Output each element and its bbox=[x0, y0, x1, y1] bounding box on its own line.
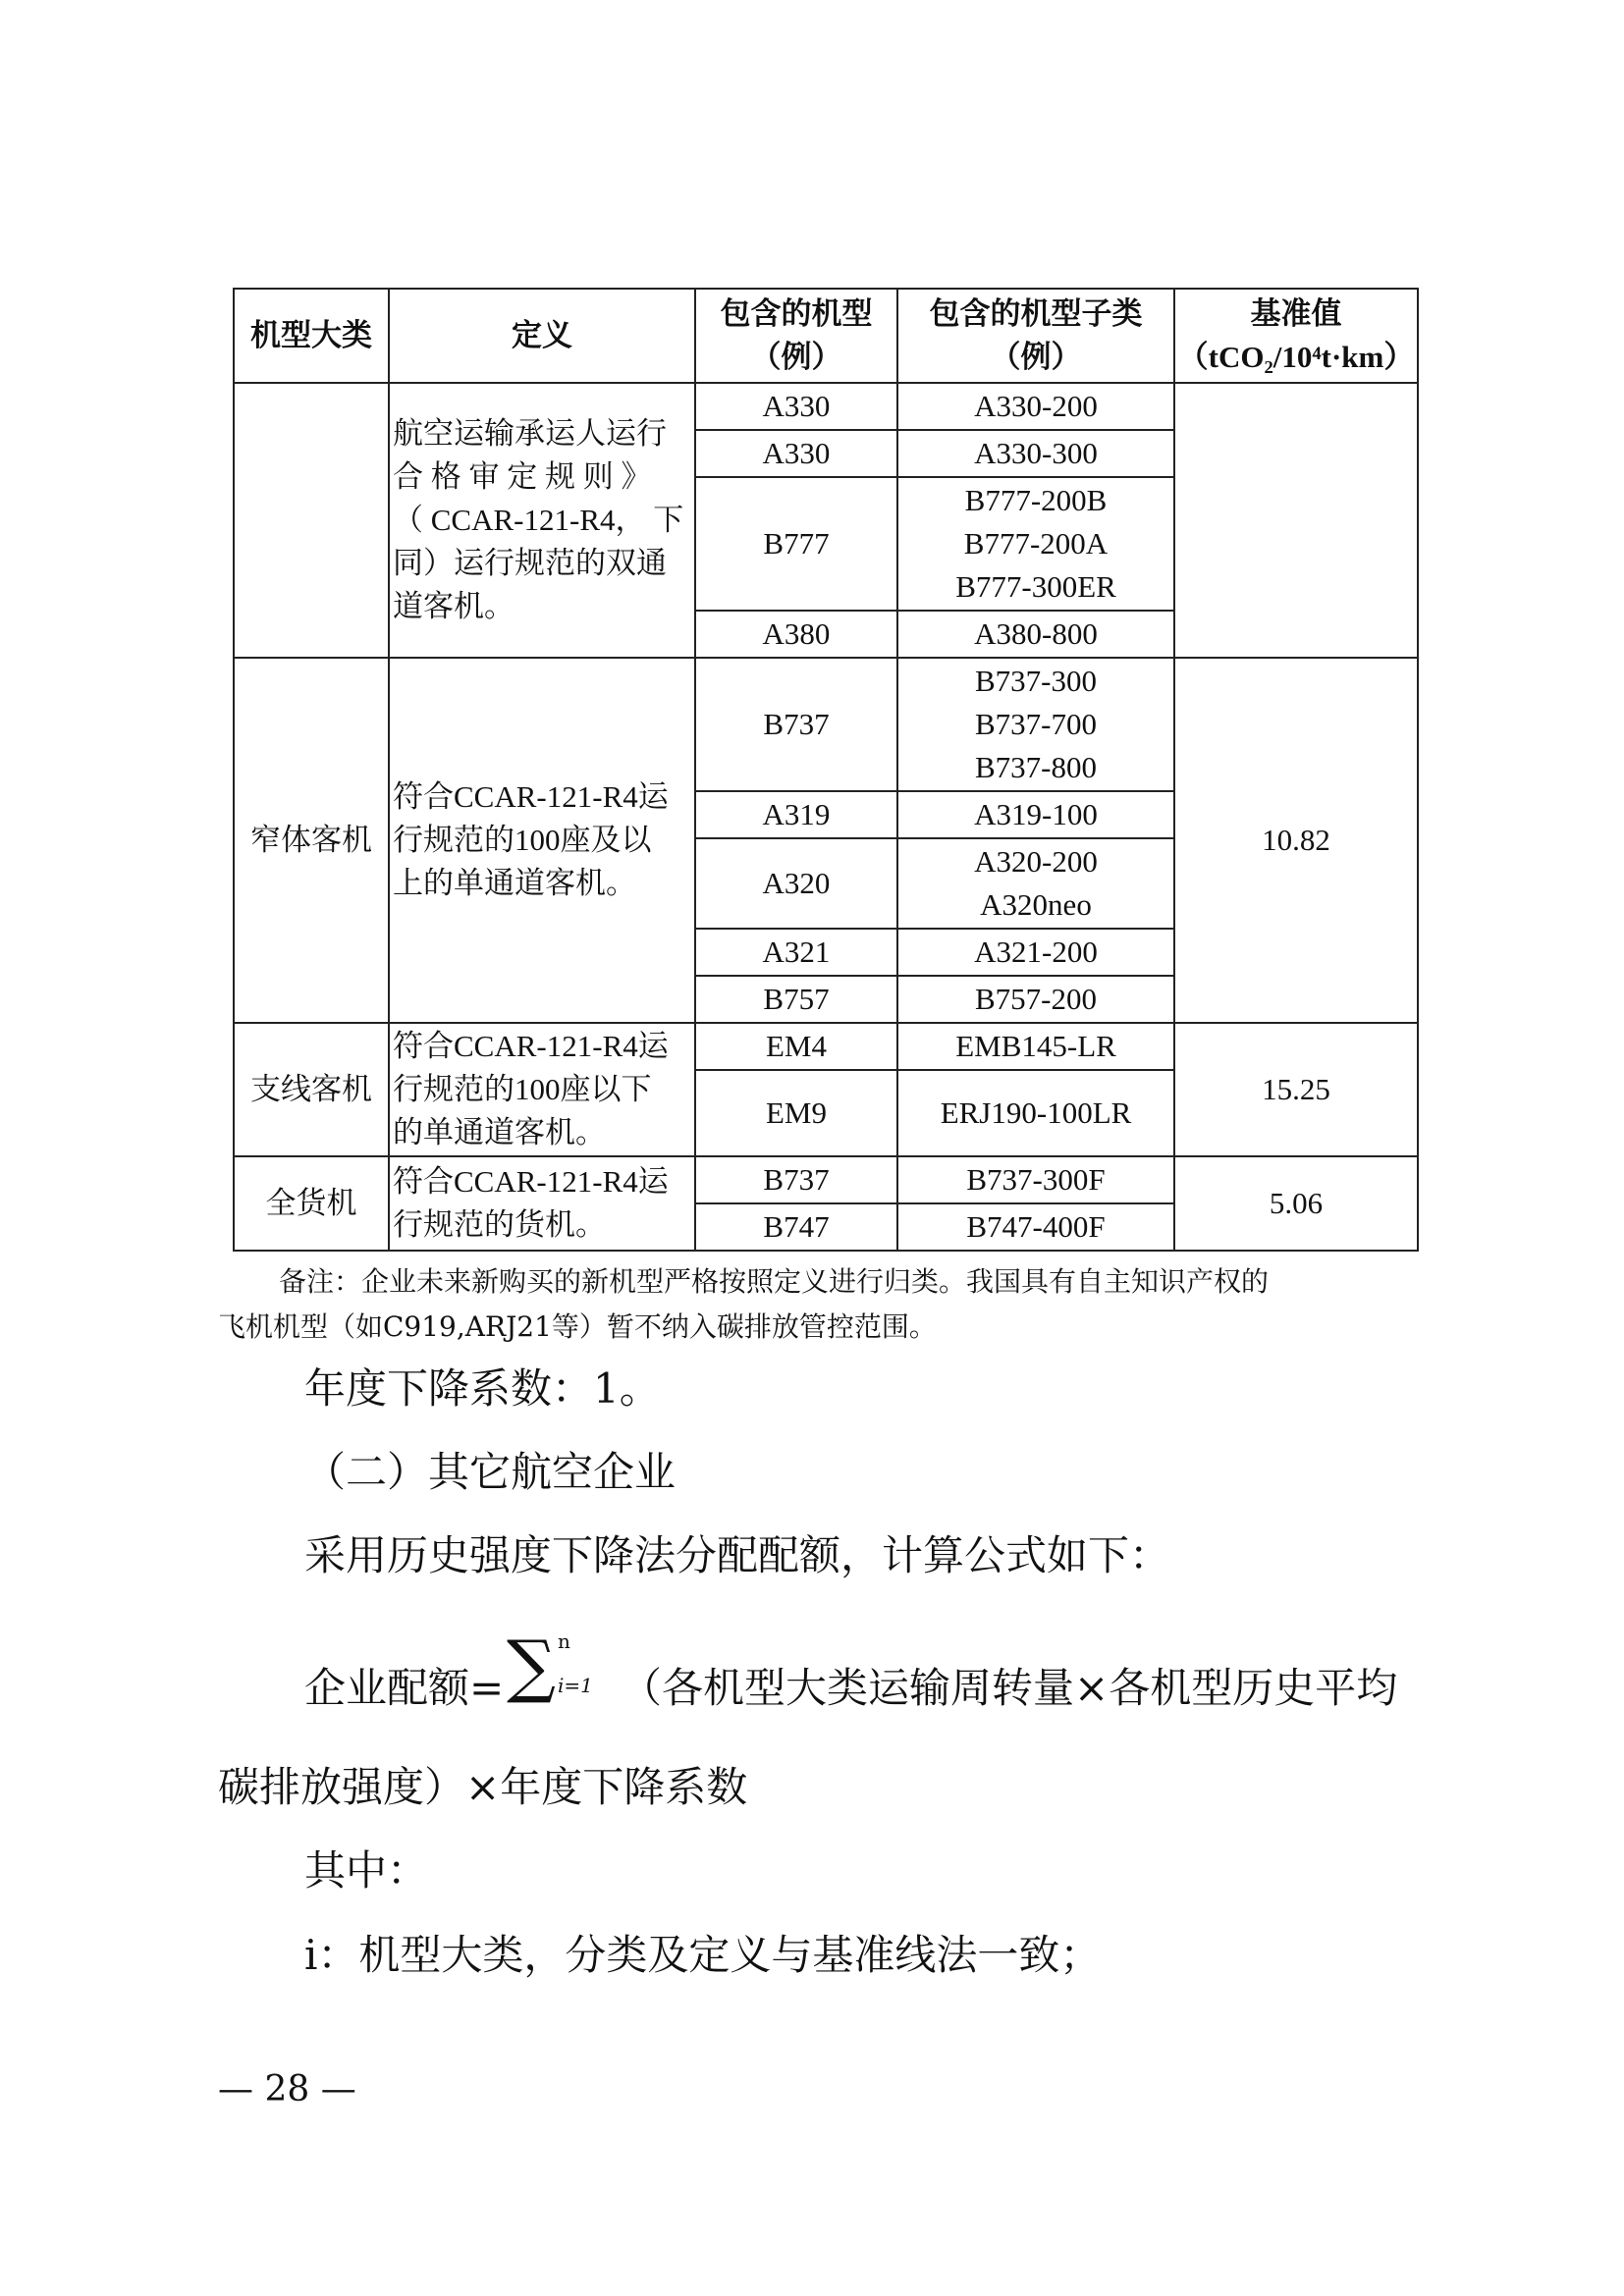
definition-cell: 航空运输承运人运行 合 格 审 定 规 则 》 （ CCAR-121-R4， 下 同）运行规范的双通 道客机。 bbox=[389, 383, 695, 658]
model-cell: A321 bbox=[695, 929, 897, 976]
model-cell: A380 bbox=[695, 611, 897, 658]
baseline-cell bbox=[1174, 383, 1418, 658]
submodel-cell: ERJ190-100LR bbox=[897, 1070, 1174, 1156]
paragraph-coefficient: 年度下降系数：1。 bbox=[304, 1364, 661, 1413]
submodel-cell: B757-200 bbox=[897, 976, 1174, 1023]
submodel-cell: A319-100 bbox=[897, 791, 1174, 838]
model-cell: B747 bbox=[695, 1203, 897, 1251]
formula-prefix: 企业配额= bbox=[304, 1664, 505, 1712]
model-cell: B737 bbox=[695, 1156, 897, 1203]
paragraph-where: 其中： bbox=[304, 1846, 429, 1895]
submodel-cell: A330-200 bbox=[897, 383, 1174, 430]
model-cell: A319 bbox=[695, 791, 897, 838]
baseline-cell: 10.82 bbox=[1174, 658, 1418, 1023]
submodel-cell: A380-800 bbox=[897, 611, 1174, 658]
formula-rest: （各机型大类运输周转量×各机型历史平均 bbox=[621, 1664, 1398, 1712]
formula-sigma: ∑ bbox=[507, 1626, 556, 1706]
header-submodels: 包含的机型子类 （例） bbox=[897, 289, 1174, 383]
baseline-cell: 5.06 bbox=[1174, 1156, 1418, 1251]
submodel-cell: A321-200 bbox=[897, 929, 1174, 976]
model-cell: A320 bbox=[695, 838, 897, 929]
model-cell: EM9 bbox=[695, 1070, 897, 1156]
baseline-cell: 15.25 bbox=[1174, 1023, 1418, 1156]
formula-upper: n bbox=[558, 1629, 570, 1653]
table-note bbox=[218, 1259, 1435, 1350]
aircraft-baseline-table bbox=[233, 288, 1419, 1252]
submodel-cell: B737-300F bbox=[897, 1156, 1174, 1203]
category-cell: 支线客机 bbox=[234, 1023, 389, 1156]
definition-cell: 符合CCAR-121-R4运 行规范的货机。 bbox=[389, 1156, 695, 1251]
definition-cell: 符合CCAR-121-R4运 行规范的100座以下 的单通道客机。 bbox=[389, 1023, 695, 1156]
submodel-cell: B777-200B B777-200A B777-300ER bbox=[897, 477, 1174, 611]
paragraph-i-definition: i：机型大类，分类及定义与基准线法一致； bbox=[304, 1931, 1102, 1979]
note-line-1: 备注：企业未来新购买的新机型严格按照定义进行归类。我国具有自主知识产权的 bbox=[279, 1265, 1270, 1298]
header-definition: 定义 bbox=[389, 289, 695, 383]
paragraph-method: 采用历史强度下降法分配配额，计算公式如下： bbox=[304, 1531, 1171, 1579]
model-cell: B737 bbox=[695, 658, 897, 791]
paragraph-formula-cont: 碳排放强度）×年度下降系数 bbox=[218, 1763, 748, 1811]
submodel-cell: B737-300 B737-700 B737-800 bbox=[897, 658, 1174, 791]
submodel-cell: EMB145-LR bbox=[897, 1023, 1174, 1070]
submodel-cell: B747-400F bbox=[897, 1203, 1174, 1251]
note-line-2: 飞机机型（如C919,ARJ21等）暂不纳入碳排放管控范围。 bbox=[218, 1310, 937, 1343]
model-cell: A330 bbox=[695, 383, 897, 430]
model-cell: EM4 bbox=[695, 1023, 897, 1070]
model-cell: B777 bbox=[695, 477, 897, 611]
submodel-cell: A330-300 bbox=[897, 430, 1174, 477]
formula-lower: i=1 bbox=[558, 1674, 593, 1697]
header-category: 机型大类 bbox=[234, 289, 389, 383]
model-cell: B757 bbox=[695, 976, 897, 1023]
category-cell: 全货机 bbox=[234, 1156, 389, 1251]
section-heading: （二）其它航空企业 bbox=[304, 1448, 677, 1496]
header-baseline: 基准值 （tCO₂/10⁴t·km） bbox=[1174, 289, 1418, 383]
category-cell: 窄体客机 bbox=[234, 658, 389, 1023]
category-cell bbox=[234, 383, 389, 658]
header-models: 包含的机型 （例） bbox=[695, 289, 897, 383]
submodel-cell: A320-200 A320neo bbox=[897, 838, 1174, 929]
definition-cell: 符合CCAR-121-R4运 行规范的100座及以 上的单通道客机。 bbox=[389, 658, 695, 1023]
model-cell: A330 bbox=[695, 430, 897, 477]
page-number: — 28 — bbox=[218, 2069, 356, 2109]
